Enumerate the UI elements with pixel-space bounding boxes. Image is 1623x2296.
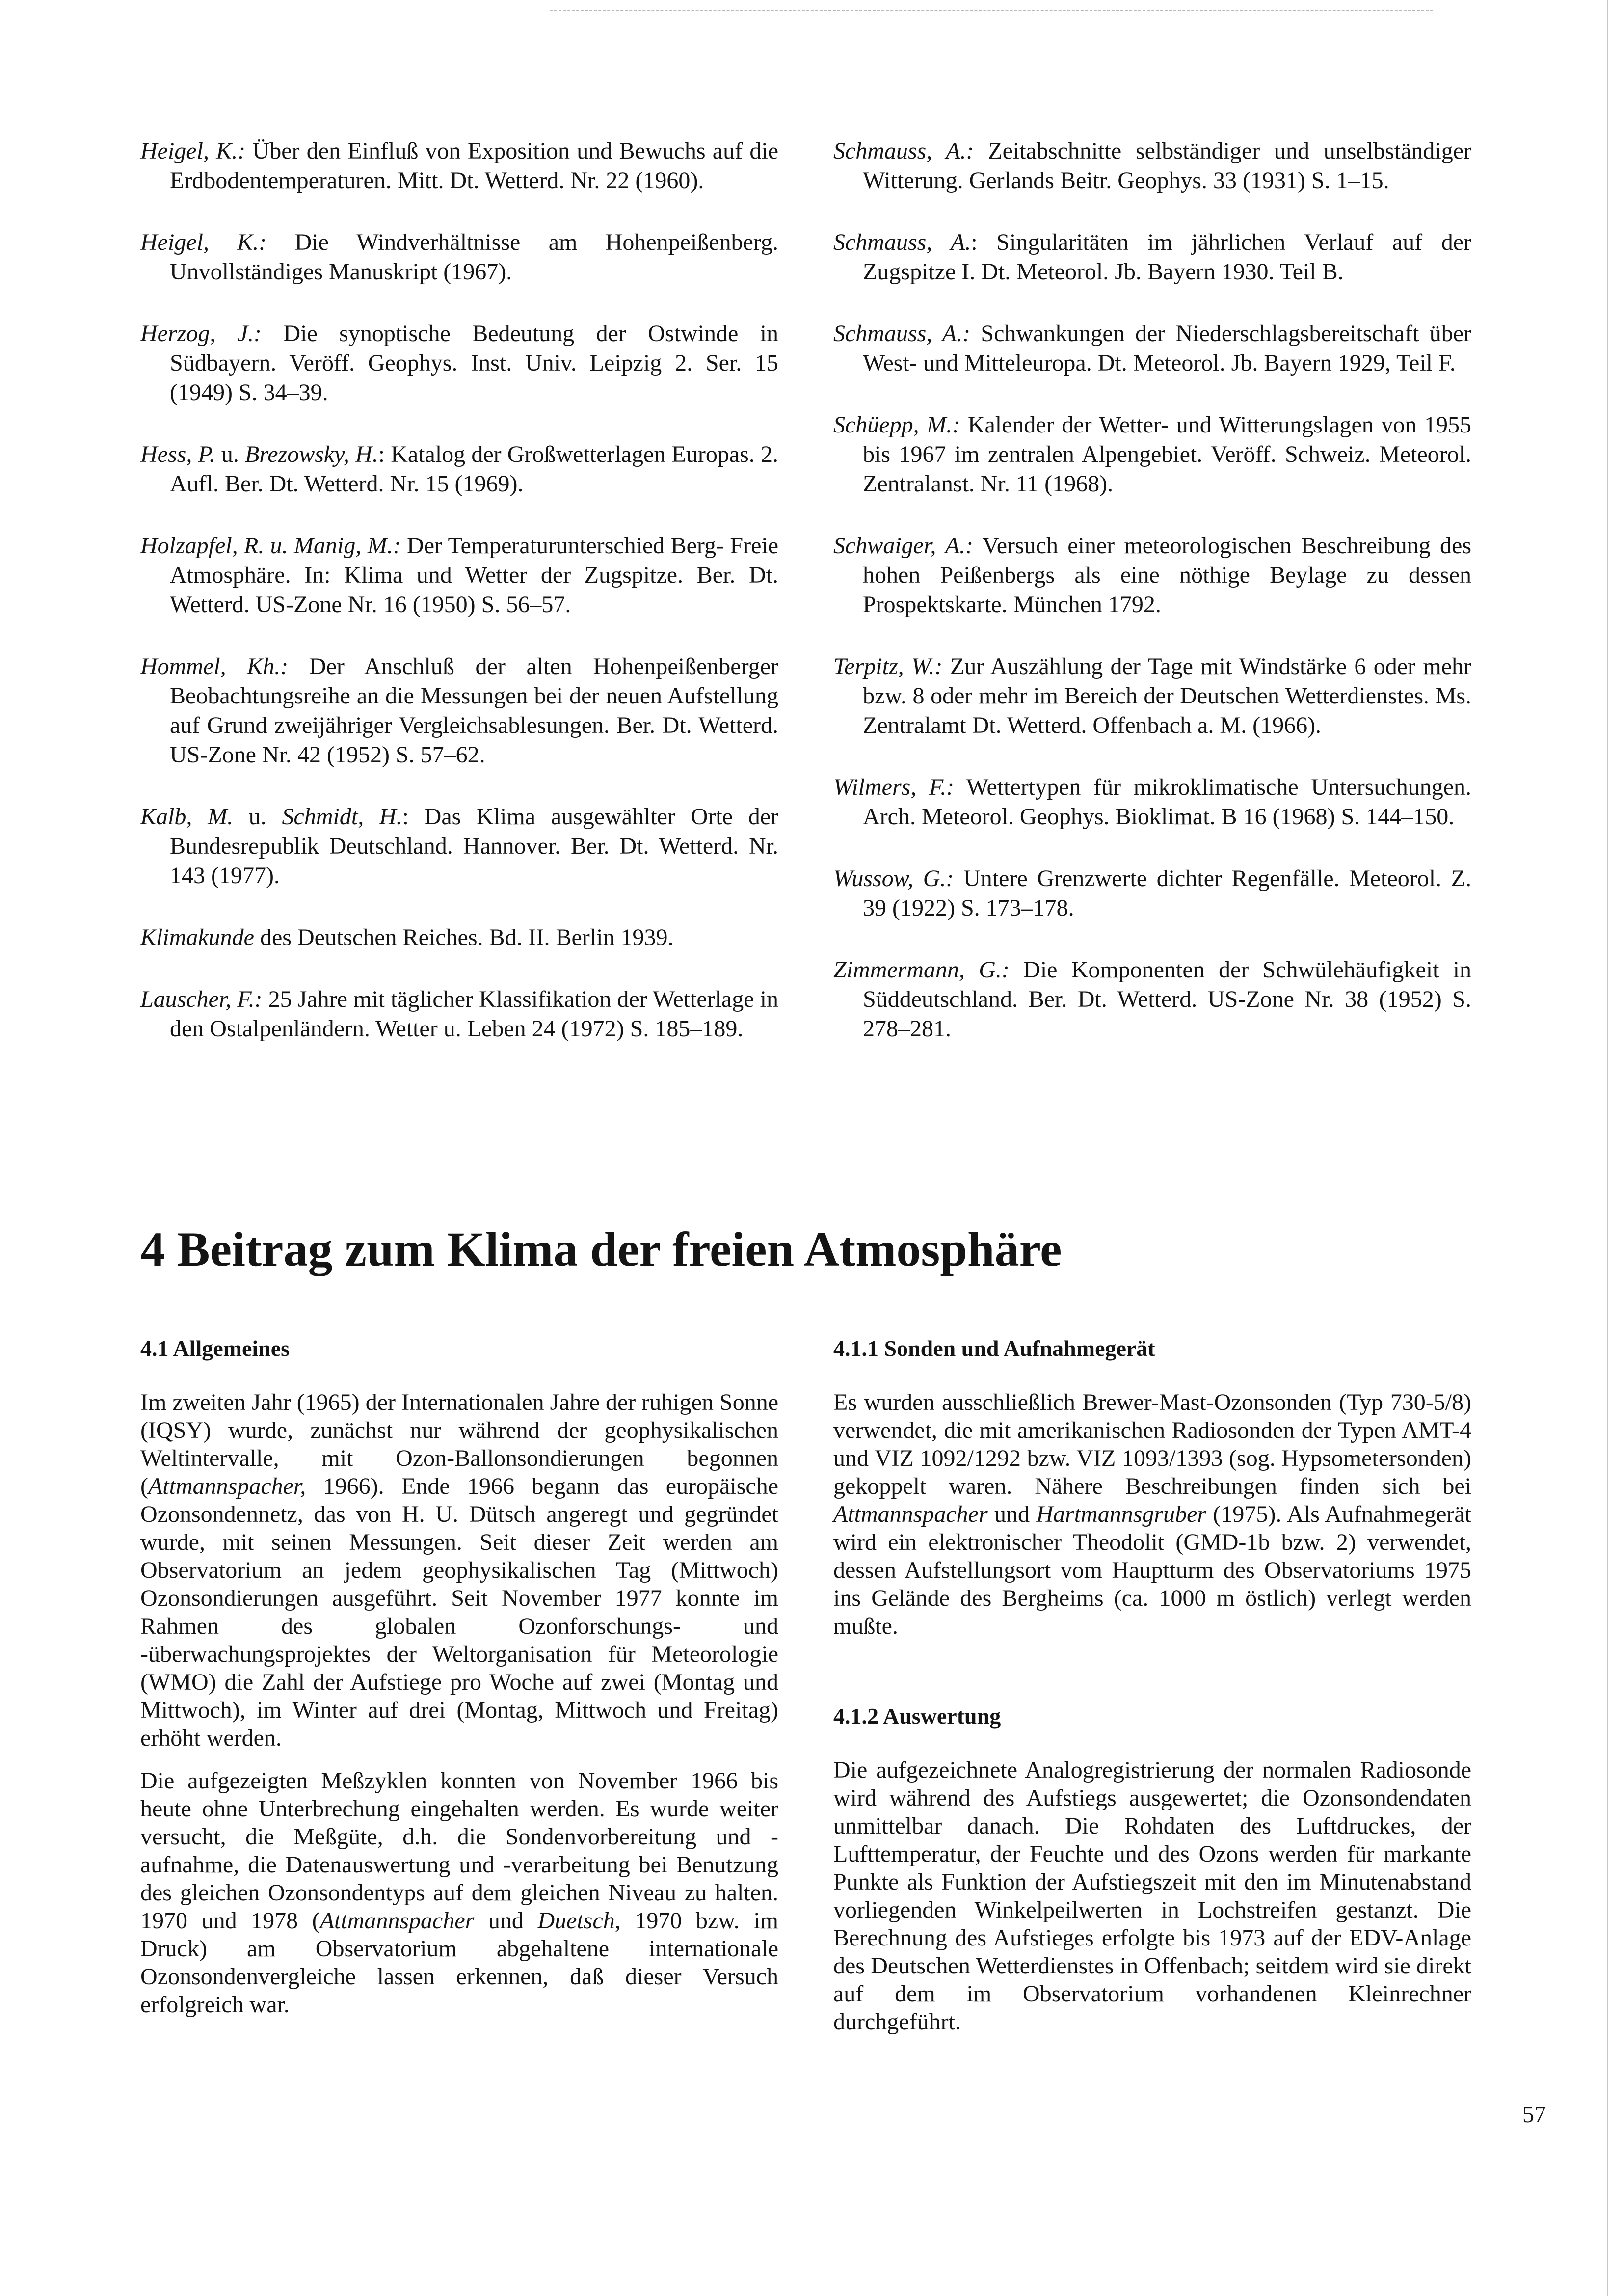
scan-edge-line-right: [1607, 0, 1608, 2296]
reference-entry: Schwaiger, A.: Versuch einer meteorologischen Beschreibung des hohen Peißenbergs als eine nöthige Beylage zu dessen Prospektskarte. München 1792.: [833, 533, 1471, 618]
section-heading: 4.1.1 Sonden und Aufnahmegerät: [833, 1336, 1155, 1361]
chapter-title: 4 Beitrag zum Klima der freien Atmosphäre: [140, 1222, 1062, 1276]
reference-entry: Lauscher, F.: 25 Jahre mit täglicher Klassifikation der Wetterlage in den Ostalpenländern. Wetter u. Leben 24 (1972) S. 185–189.: [140, 986, 778, 1042]
reference-entry: Zimmermann, G.: Die Komponenten der Schwülehäufigkeit in Süddeutschland. Ber. Dt. Wetterd. US-Zone Nr. 38 (1952) S. 278–281.: [833, 957, 1472, 1042]
reference-entry: Heigel, K.: Über den Einfluß von Exposition und Bewuchs auf die Erdbodentemperaturen. Mitt. Dt. Wetterd. Nr. 22 (1960).: [140, 138, 779, 193]
reference-entry: Wilmers, F.: Wettertypen für mikroklimatische Untersuchungen. Arch. Meteorol. Geophys. Bioklimat. B 16 (1968) S. 144–150.: [833, 774, 1471, 830]
section-heading: 4.1 Allgemeines: [140, 1336, 290, 1361]
reference-entry: Holzapfel, R. u. Manig, M.: Der Temperaturunterschied Berg- Freie Atmosphäre. In: Klima und Wetter der Zugspitze. Ber. Dt. Wetterd. US-Zone Nr. 16 (1950) S. 56–57.: [140, 533, 779, 618]
reference-entry: Herzog, J.: Die synoptische Bedeutung der Ostwinde in Südbayern. Veröff. Geophys. Inst. Univ. Leipzig 2. Ser. 15 (1949) S. 34–39.: [140, 321, 778, 405]
page-number: 57: [1522, 2102, 1546, 2128]
reference-entry: Schmauss, A.: Singularitäten im jährlichen Verlauf auf der Zugspitze I. Dt. Meteorol. Jb. Bayern 1930. Teil B.: [833, 229, 1472, 285]
reference-entry: Schmauss, A.: Zeitabschnitte selbständiger und unselbständiger Witterung. Gerlands Beitr. Geophys. 33 (1931) S. 1–15.: [833, 138, 1471, 193]
paragraph: Im zweiten Jahr (1965) der Internationalen Jahre der ruhigen Sonne (IQSY) wurde, zunächst nur während der geophysikalischen Weltintervalle, mit Ozon-Ballonsondierungen begonnen (Attmannspacher, 1966). Ende 1966 begann das europäische Ozonsondennetz, das von H. U. Dütsch angeregt und gegründet wurde, mit seinen Messungen. Seit dieser Zeit werden am Observatorium an jedem geophysikalischen Tag (Mittwoch) Ozonsondierungen ausgeführt. Seit November 1977 konnte im Rahmen des globalen Ozonforschungs- und -überwachungsprojektes der Weltorganisation für Meteorologie (WMO) die Zahl der Aufstiege pro Woche auf zwei (Montag und Mittwoch), im Winter auf drei (Montag, Mittwoch und Freitag) erhöht werden.: [140, 1389, 778, 1751]
references-left-column: [140, 136, 778, 1076]
references-right-column: [833, 136, 1471, 1076]
reference-entry: Schüepp, M.: Kalender der Wetter- und Witterungslagen von 1955 bis 1967 im zentralen Alpengebiet. Veröff. Schweiz. Meteorol. Zentralanst. Nr. 11 (1968).: [833, 412, 1472, 497]
paragraph: Die aufgezeichnete Analogregistrierung der normalen Radiosonde wird während des Aufstiegs ausgewertet; die Ozonsondendaten unmittelbar danach. Die Rohdaten des Luftdruckes, der Lufttemperatur, der Feuchte und des Ozons werden für markante Punkte als Funktion der Aufstiegszeit mit den im Minutenabstand vorliegenden Winkelpeilwerten in Lochstreifen gestanzt. Die Berechnung des Aufstieges erfolgte bis 1973 auf der EDV-Anlage des Deutschen Wetterdienstes in Offenbach; seitdem wird sie direkt auf dem im Observatorium vorhandenen Kleinrechner durchgeführt.: [833, 1757, 1471, 2035]
scan-edge-line: [550, 10, 1433, 11]
reference-entry: Wussow, G.: Untere Grenzwerte dichter Regenfälle. Meteorol. Z. 39 (1922) S. 173–178.: [833, 865, 1471, 921]
reference-entry: Schmauss, A.: Schwankungen der Niederschlagsbereitschaft über West- und Mitteleuropa. Dt. Meteorol. Jb. Bayern 1929, Teil F.: [833, 321, 1472, 376]
reference-entry: Klimakunde des Deutschen Reiches. Bd. II. Berlin 1939.: [140, 924, 674, 950]
section-heading: 4.1.2 Auswertung: [833, 1703, 1001, 1729]
paragraph: Die aufgezeigten Meßzyklen konnten von November 1966 bis heute ohne Unterbrechung eingehalten werden. Es wurde weiter versucht, die Meßgüte, d.h. die Sondenvorbereitung und -aufnahme, die Datenauswertung und -verarbeitung bei Benutzung des gleichen Ozonsondentyps auf dem gleichen Niveau zu halten. 1970 und 1978 (Attmannspacher und Duetsch, 1970 bzw. im Druck) am Observatorium abgehaltene internationale Ozonsondenvergleiche lassen erkennen, daß dieser Versuch erfolgreich war.: [140, 1768, 778, 2018]
reference-entry: Hess, P. u. Brezowsky, H.: Katalog der Großwetterlagen Europas. 2. Aufl. Ber. Dt. Wetterd. Nr. 15 (1969).: [140, 441, 778, 497]
reference-entry: Hommel, Kh.: Der Anschluß der alten Hohenpeißenberger Beobachtungsreihe an die Messungen bei der neuen Aufstellung auf Grund zweijähriger Vergleichsablesungen. Ber. Dt. Wetterd. US-Zone Nr. 42 (1952) S. 57–62.: [140, 653, 778, 768]
paragraph: Es wurden ausschließlich Brewer-Mast-Ozonsonden (Typ 730-5/8) verwendet, die mit amerikanischen Radiosonden der Typen AMT-4 und VIZ 1092/1292 bzw. VIZ 1093/1393 (sog. Hypsometersonden) gekoppelt waren. Nähere Beschreibungen finden sich bei Attmannspacher und Hartmannsgruber (1975). Als Aufnahmegerät wird ein elektronischer Theodolit (GMD-1b bzw. 2) verwendet, dessen Aufstellungsort vom Hauptturm des Observatoriums 1975 ins Gelände des Bergheims (ca. 1000 m östlich) verlegt werden mußte.: [833, 1389, 1472, 1639]
body-left-column: [140, 1334, 778, 2033]
reference-entry: Kalb, M. u. Schmidt, H.: Das Klima ausgewählter Orte der Bundesrepublik Deutschland. Hannover. Ber. Dt. Wetterd. Nr. 143 (1977).: [140, 804, 779, 889]
reference-entry: Heigel, K.: Die Windverhältnisse am Hohenpeißenberg. Unvollständiges Manuskript (1967).: [140, 229, 778, 285]
reference-entry: Terpitz, W.: Zur Auszählung der Tage mit Windstärke 6 oder mehr bzw. 8 oder mehr im Bereich der Deutschen Wetterdienstes. Ms. Zentralamt Dt. Wetterd. Offenbach a. M. (1966).: [833, 653, 1472, 738]
body-right-column: [833, 1334, 1471, 2051]
